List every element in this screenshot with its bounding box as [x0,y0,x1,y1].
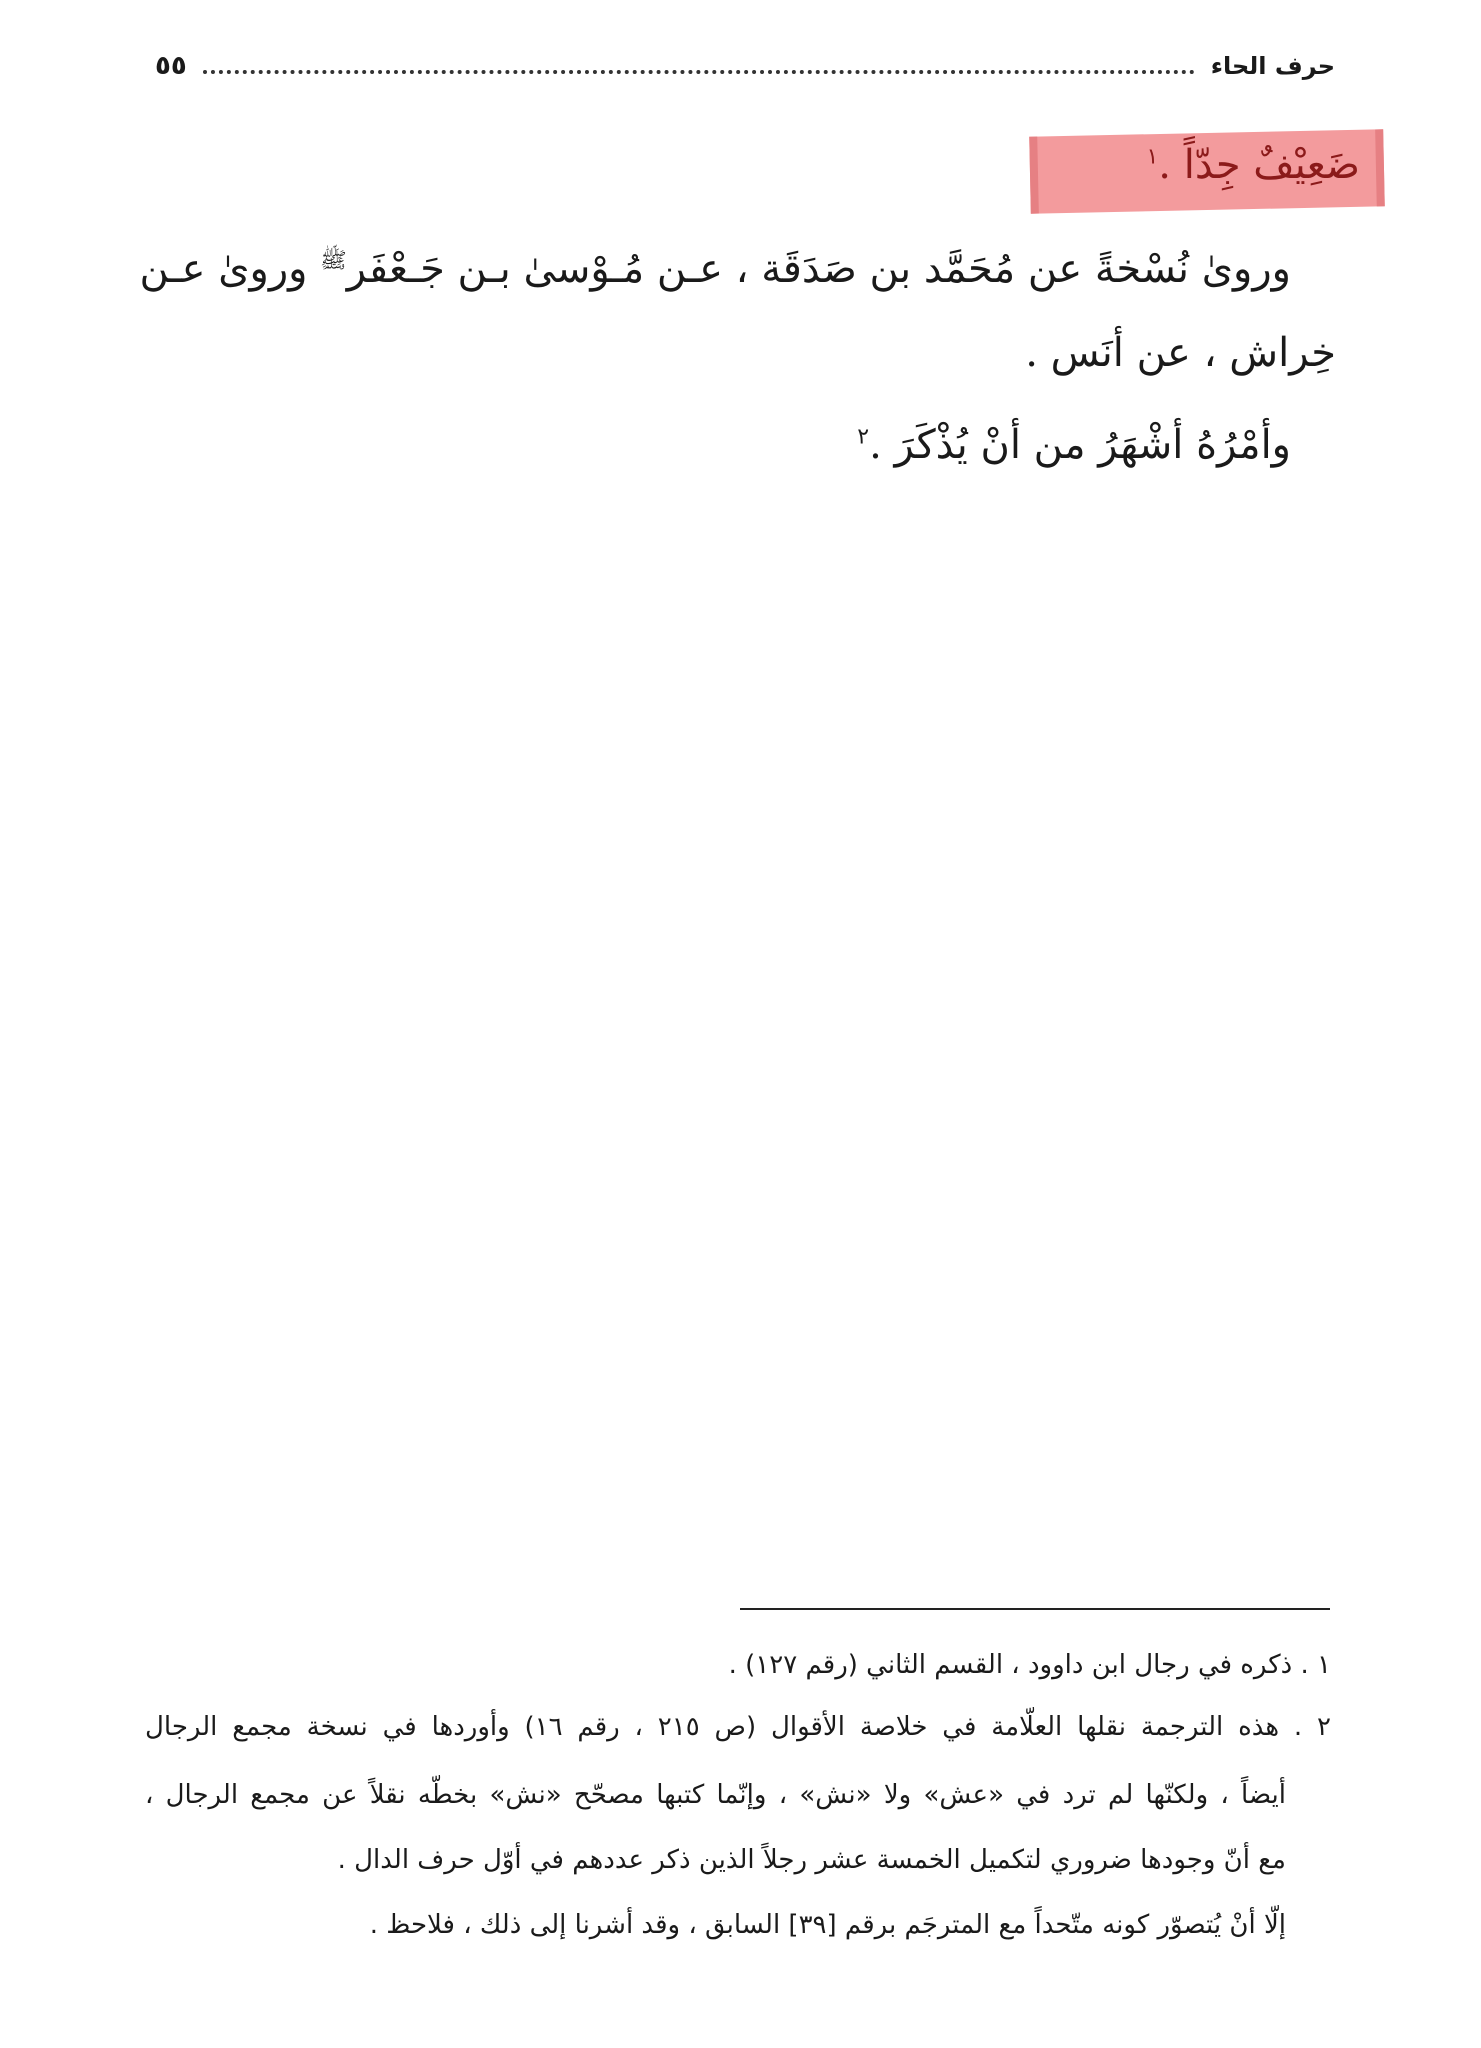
footnote-marker: ٢ [857,424,870,450]
grade-text: ضَعِيْفٌ جِدّاً . [1158,142,1360,188]
running-header [155,46,1335,86]
footnote-2-line-4: إلّا أنْ يُتصوّر كونه متّحداً مع المترجَم برقم [٣٩] السابق ، وقد أشرنا إلى ذلك ، فلاحظ . [369,1910,1286,1940]
body-text-1b: وروىٰ عـن [139,246,321,292]
page-number: ٥٥ [155,51,187,81]
footnote-separator [740,1608,1330,1610]
section-title: حرف الحاء [1210,52,1335,80]
leader-dots [203,70,1195,74]
footnote-1: ١ . ذكره في رجال ابن داوود ، القسم الثاني (رقم ١٢٧) . [728,1650,1331,1680]
body-line-2: خِراش ، عن أنَس . [1025,330,1336,376]
footnote-marker: ١ [1146,144,1159,170]
footnote-2-line-2: أيضاً ، ولكنّها لم ترد في «عش» ولا «نش» ، وإنّما كتبها مصحّح «نش» بخطّه نقلاً عن مجمع الرجال ، [145,1780,1286,1810]
grade-heading [1060,142,1360,188]
body-text-1a: وروىٰ نُسْخةً عن مُحَمَّد بن صَدَقَة ، عـن مُـوْسىٰ بـن جَـعْفَر [346,246,1291,292]
honorific-symbol: ﷺ [320,248,347,274]
body-line-3 [857,422,1291,468]
footnote-2-line-1: ٢ . هذه الترجمة نقلها العلّامة في خلاصة الأقوال (ص ٢١٥ ، رقم ١٦) وأوردها في نسخة مجمع الرجال [145,1712,1331,1742]
body-text-3: وأمْرُهُ أشْهَرُ من أنْ يُذْكَرَ . [869,422,1291,468]
footnote-2-line-3: مع أنّ وجودها ضروري لتكميل الخمسة عشر رجلاً الذين ذكر عددهم في أوّل حرف الدال . [337,1845,1286,1875]
body-line-1 [139,246,1291,292]
